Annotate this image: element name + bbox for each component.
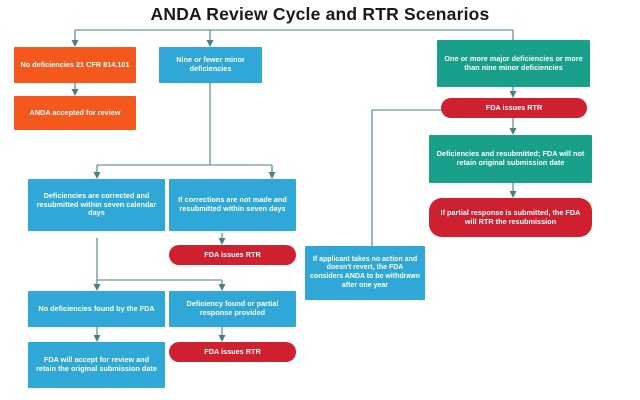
page-title: ANDA Review Cycle and RTR Scenarios: [150, 4, 490, 24]
arrow-bottom-left: [94, 284, 101, 291]
node-corrections-not-made[interactable]: If corrections are not made and resubmitted within seven days: [169, 179, 296, 231]
arrow-teal-down-3: [510, 191, 517, 198]
node-nine-or-fewer[interactable]: Nine or fewer minor deficiencies: [159, 47, 262, 83]
arrow-teal-down-2: [510, 128, 517, 135]
arrow-teal-down-1: [510, 91, 517, 98]
arrow-orange-down: [72, 89, 79, 96]
arrow-accept: [94, 335, 101, 342]
node-fda-accept-retain[interactable]: FDA will accept for review and retain the original submission date: [28, 342, 165, 388]
node-no-deficiencies-found[interactable]: No deficiencies found by the FDA: [28, 291, 165, 327]
arrow-bottom-right: [219, 284, 226, 291]
node-deficiencies-corrected-seven[interactable]: Deficiencies are corrected and resubmitted within seven calendar days: [28, 179, 165, 231]
node-fda-issues-rtr-top[interactable]: FDA issues RTR: [441, 98, 587, 118]
arrow-blue-left: [94, 172, 101, 179]
arrow-rtr-bottom: [219, 335, 226, 342]
node-no-action-withdrawn[interactable]: If applicant takes no action and doesn't revert, the FDA considers ANDA to be withdrawn after one year: [305, 246, 425, 300]
arrow-left-branch: [72, 40, 79, 47]
node-anda-accepted[interactable]: ANDA accepted for review: [14, 96, 136, 130]
arrow-blue-right: [269, 172, 276, 179]
node-partial-response-rtr[interactable]: If partial response is submitted, the FDA will RTR the resubmission: [429, 198, 592, 237]
node-fda-issues-rtr-bottom[interactable]: FDA issues RTR: [169, 342, 296, 362]
node-one-or-more-major[interactable]: One or more major deficiencies or more than nine minor deficiencies: [437, 40, 590, 87]
node-deficiency-found-partial[interactable]: Deficiency found or partial response provided: [169, 291, 296, 327]
arrow-rtr-mid: [219, 238, 226, 245]
node-deficiencies-corrected-resubmitted[interactable]: Deficiencies and resubmitted; FDA will not retain original submission date: [429, 135, 592, 183]
node-fda-issues-rtr-mid[interactable]: FDA issues RTR: [169, 245, 296, 265]
node-no-deficiencies-cfr[interactable]: No deficiencies 21 CFR 814.101: [14, 47, 136, 83]
arrow-mid-branch: [207, 40, 214, 47]
